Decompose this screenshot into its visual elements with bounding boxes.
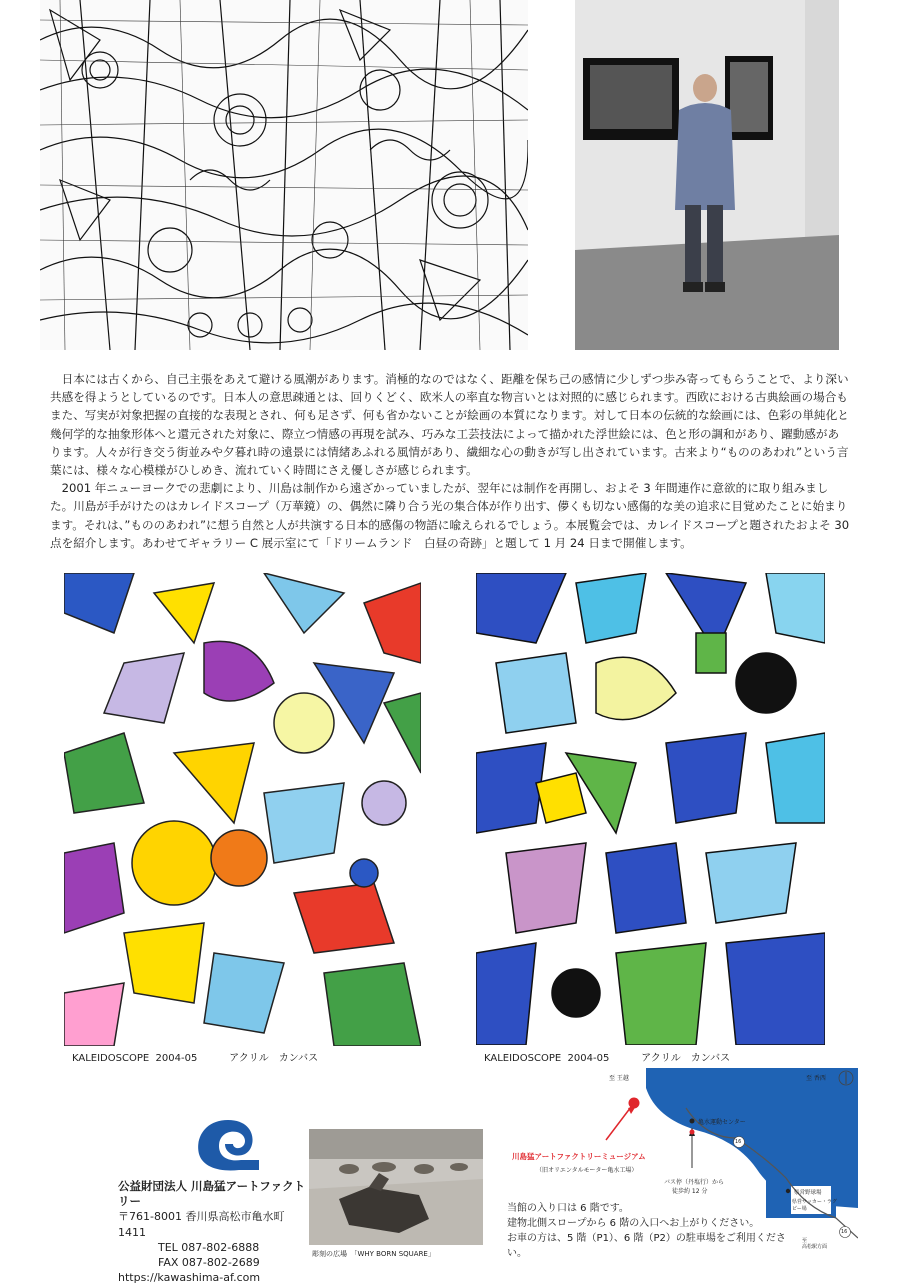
description-paragraph-1: 日本には古くから、自己主張をあえて避ける風潮があります。消極的なのではなく、距離を保ち己の感情に少しずつ歩み寄ってもらうことで、より深い共感を得ようとしているのです。日本人の意思疎通とは、回りくどく、欧米人の率直な物言いとは対照的に感じられます。西欧における古典絵画の場合もまた、写実が対象把握の直接的な表現とされ、何も足さず、何も省かないことが絵画の本質になります。対して日本の伝統的な絵画には、色彩の単純化と幾何学的な抽象形体へと還元された対象に、際立つ情感の再現を試み、巧みな工芸技法によって描かれた浮世絵には、色と形の調和があり、躍動感があります。人々が行き交う街並みや夕暮れ時の遠景には情緒あふれる風情があり、繊細な心の動きが写し出されています。古来より“もののあわれ”という言葉には、様々な心模様がひしめき、流れていく時間にさえ優しさが感じられます。 — [50, 372, 849, 478]
map-label-bus-stop: バス停（丹塩行）から — [664, 1179, 725, 1186]
map-label-museum: 川島猛アートファクトリーミュージアム — [512, 1152, 646, 1161]
map-label-takamatsu: 至 高松駅方面 — [802, 1238, 828, 1250]
access-line-2: 建物北側スロープから 6 階の入口へお上がりください。 — [507, 1218, 760, 1229]
organization-fax: FAX 087-802-2689 — [158, 1256, 260, 1270]
map-label-walk: 徒歩約 12 分 — [672, 1188, 708, 1195]
map-label-koza: 至 香西 — [806, 1075, 826, 1082]
map-label-museum-sub: （旧オリエンタルモーター亀水工場） — [536, 1167, 638, 1174]
map-label-kamezu-center: 亀水運動センター — [698, 1119, 746, 1126]
map-label-north: 至 王越 — [609, 1075, 629, 1082]
organization-info — [118, 1179, 308, 1285]
line-drawing-artwork — [40, 0, 528, 350]
exhibition-description — [50, 370, 850, 552]
sculpture-caption: 彫刻の広場 「WHY BORN SQUARE」 — [312, 1250, 435, 1258]
kaleidoscope-painting-left — [64, 573, 421, 1046]
sculpture-photo — [309, 1129, 483, 1245]
kaleidoscope-painting-right — [476, 573, 825, 1045]
organization-tel: TEL 087-802-6888 — [158, 1240, 260, 1254]
map-route-16-a: 16 — [735, 1139, 742, 1145]
description-paragraph-2: 2001 年ニューヨークでの悲劇により、川島は制作から遠ざかっていましたが、翌年には制作を再開し、およそ 3 年間連作に意欲的に取り組みました。川島が手がけたのはカレイドスコープ（万華鏡）の、偶然に隣り合う光の集合体が作り出す、儚くも切ない感傷的な美の追求に目覚めたことに始まります。それは、”もののあわれ”に想う自然と人が共演する日本的感傷の物語に喩えられるでしょう。本展覧会では、カレイドスコープと題されたおよそ 30 点を紹介します。あわせてギャラリー C 展示室にて「ドリームランド 白昼の奇跡」と題して 1 月 24 日まで開催します。 — [50, 481, 850, 550]
right-artwork-caption: KALEIDOSCOPE 2004-05 アクリル カンバス — [484, 1053, 731, 1064]
organization-address: 〒761-8001 香川県高松市亀水町 1411 — [118, 1210, 285, 1239]
organization-name: 公益財団法人 川島猛アートファクトリー — [118, 1179, 306, 1209]
foundation-logo — [193, 1116, 263, 1174]
map-route-16-b: 16 — [841, 1229, 848, 1235]
access-line-1: 当館の入り口は 6 階です。 — [507, 1203, 629, 1214]
artist-photo — [575, 0, 839, 350]
access-line-3: お車の方は、5 階（P1）、6 階（P2）の駐車場をご利用ください。 — [507, 1233, 786, 1259]
map-label-soccer: 県営サッカー・ラグビー場 — [792, 1199, 837, 1212]
left-artwork-caption: KALEIDOSCOPE 2004-05 アクリル カンバス — [72, 1053, 319, 1064]
access-info — [507, 1201, 797, 1261]
map-label-ballpark: 県営野球場 — [794, 1190, 822, 1196]
organization-url[interactable]: https://kawashima-af.com — [118, 1271, 261, 1285]
